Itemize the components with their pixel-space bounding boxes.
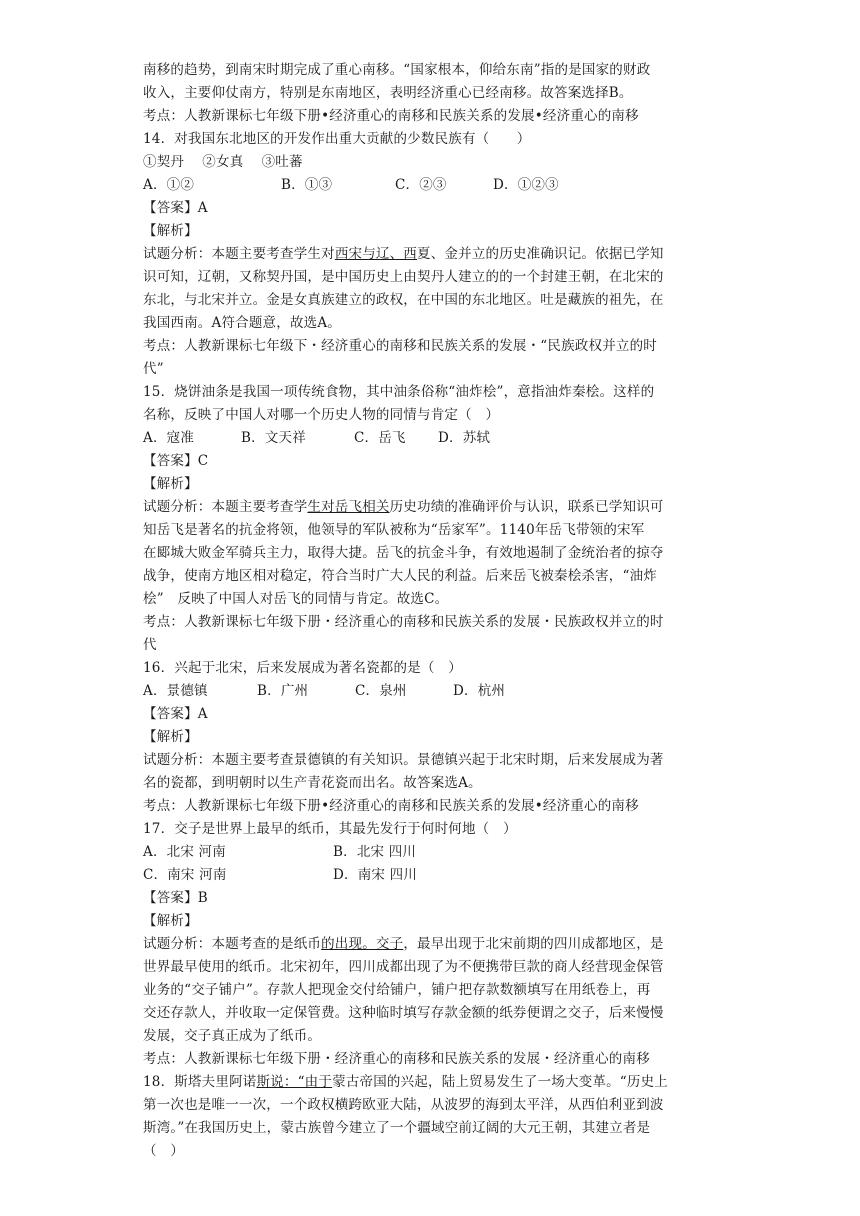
question-17: 17．交子是世界上最早的纸币，其最先发行于何时何地（ ） [143,821,517,837]
analysis-text: 在郾城大败金军骑兵主力，取得大捷。岳飞的抗金斗争，有效地遏制了金统治者的掠夺 [143,545,664,561]
analysis-label: 【解析】 [143,729,198,745]
analysis-text: 试题分析：本题主要考查学生对西宋与辽、西夏、金并立的历史准确识记。依据已学知 [143,246,664,262]
knowledge-point: 代 [143,637,157,653]
question-18: 第一次也是唯一一次，一个政权横跨欧亚大陆，从波罗的海到太平洋，从西伯利亚到波 [143,1097,664,1113]
analysis-text: 试题分析：本题主要考查学生对岳飞相关历史功绩的准确评价与认识，联系已学知识可 [143,499,664,515]
option-c: C．②③ [395,177,447,193]
knowledge-point: 考点：人教新课标七年级下册•经济重心的南移和民族关系的发展•经济重心的南移 [143,798,639,814]
question-18: （ ） [143,1143,185,1159]
option-a: A．寇准 [143,430,195,446]
analysis-text: 桧” 反映了中国人对岳飞的同情与肯定。故选C。 [143,591,449,607]
question-18: 18．斯塔夫里阿诺斯说：“由于蒙古帝国的兴起，陆上贸易发生了一场大变革。“历史上 [143,1074,668,1090]
analysis-text: 试题分析：本题主要考查景德镇的有关知识。景德镇兴起于北宋时期，后来发展成为著 [143,752,664,768]
question-14-options [143,174,719,197]
question-17-options [143,841,719,864]
question-15: 名称，反映了中国人对哪一个历史人物的同情与肯定（ ） [143,407,500,423]
knowledge-point: 考点：人教新课标七年级下册・经济重心的南移和民族关系的发展・民族政权并立的时 [143,614,664,630]
question-15-options [143,427,719,450]
analysis-text: 世界最早使用的纸币。北宋初年，四川成都出现了为不便携带巨款的商人经营现金保管 [143,959,664,975]
analysis-text: 东北，与北宋并立。金是女真族建立的政权，在中国的东北地区。吐是藏族的祖先，在 [143,292,664,308]
option-d: D．南宋 四川 [333,867,418,883]
question-14-items: ①契丹 ②女真 ③吐蕃 [143,154,303,170]
document-page [143,59,719,1163]
analysis-text: 战争，使南方地区相对稳定，符合当时广大人民的利益。后来岳飞被秦桧杀害，“油炸 [143,568,658,584]
text-line: 考点：人教新课标七年级下册•经济重心的南移和民族关系的发展•经济重心的南移 [143,108,639,124]
analysis-label: 【解析】 [143,223,198,239]
option-b: B．广州 [257,683,309,699]
question-14: 14．对我国东北地区的开发作出重大贡献的少数民族有（ ） [143,131,531,147]
question-17-options [143,864,719,887]
analysis-text: 试题分析：本题考查的是纸币的出现。交子，最早出现于北宋前期的四川成都地区，是 [143,936,664,952]
analysis-text: 我国西南。A符合题意，故选A。 [143,315,341,331]
text-line: 收入，主要仰仗南方，特别是东南地区，表明经济重心已经南移。故答案选择B。 [143,85,633,101]
option-c: C．泉州 [355,683,407,699]
answer-label: 【答案】B [143,890,208,906]
question-15: 15．烧饼油条是我国一项传统食物，其中油条俗称“油炸桧”，意指油炸秦桧。这样的 [143,384,655,400]
analysis-text: 交还存款人，并收取一定保管费。这种临时填写存款金额的纸券便谓之交子，后来慢慢 [143,1005,664,1021]
option-a: A．景德镇 [143,683,208,699]
option-d: D．①②③ [493,177,559,193]
answer-label: 【答案】C [143,453,209,469]
option-b: B．文天祥 [241,430,306,446]
question-16-options [143,680,719,703]
knowledge-point: 考点：人教新课标七年级下册・经济重心的南移和民族关系的发展・经济重心的南移 [143,1051,650,1067]
analysis-label: 【解析】 [143,913,198,929]
option-b: B．北宋 四川 [333,844,417,860]
option-c: C．南宋 河南 [143,867,227,883]
analysis-text: 发展，交子真正成为了纸币。 [143,1028,322,1044]
analysis-label: 【解析】 [143,476,198,492]
question-18: 斯湾。”在我国历史上，蒙古族曾今建立了一个疆域空前辽阔的大元王朝，其建立者是 [143,1120,651,1136]
knowledge-point: 考点：人教新课标七年级下・经济重心的南移和民族关系的发展・“民族政权并立的时 [143,338,658,354]
option-d: D．苏轼 [438,430,491,446]
answer-label: 【答案】A [143,706,208,722]
knowledge-point: 代” [143,361,164,377]
question-16: 16．兴起于北宋，后来发展成为著名瓷都的是（ ） [143,660,462,676]
text-line: 南移的趋势，到南宋时期完成了重心南移。“国家根本，仰给东南”指的是国家的财政 [143,62,651,78]
analysis-text: 识可知，辽朝，又称契丹国，是中国历史上由契丹人建立的的一个封建王朝，在北宋的 [143,269,664,285]
option-c: C．岳飞 [354,430,406,446]
option-b: B．①③ [281,177,333,193]
answer-label: 【答案】A [143,200,208,216]
option-d: D．杭州 [453,683,506,699]
analysis-text: 业务的“交子铺户”。存款人把现金交付给铺户，铺户把存款数额填写在用纸卷上，再 [143,982,651,998]
analysis-text: 知岳飞是著名的抗金将领，他领导的军队被称为“岳家军”。1140年岳飞带领的宋军 [143,522,645,538]
option-a: A．北宋 河南 [143,844,226,860]
analysis-text: 名的瓷都，到明朝时以生产青花瓷而出名。故答案选A。 [143,775,482,791]
option-a: A．①② [143,177,195,193]
